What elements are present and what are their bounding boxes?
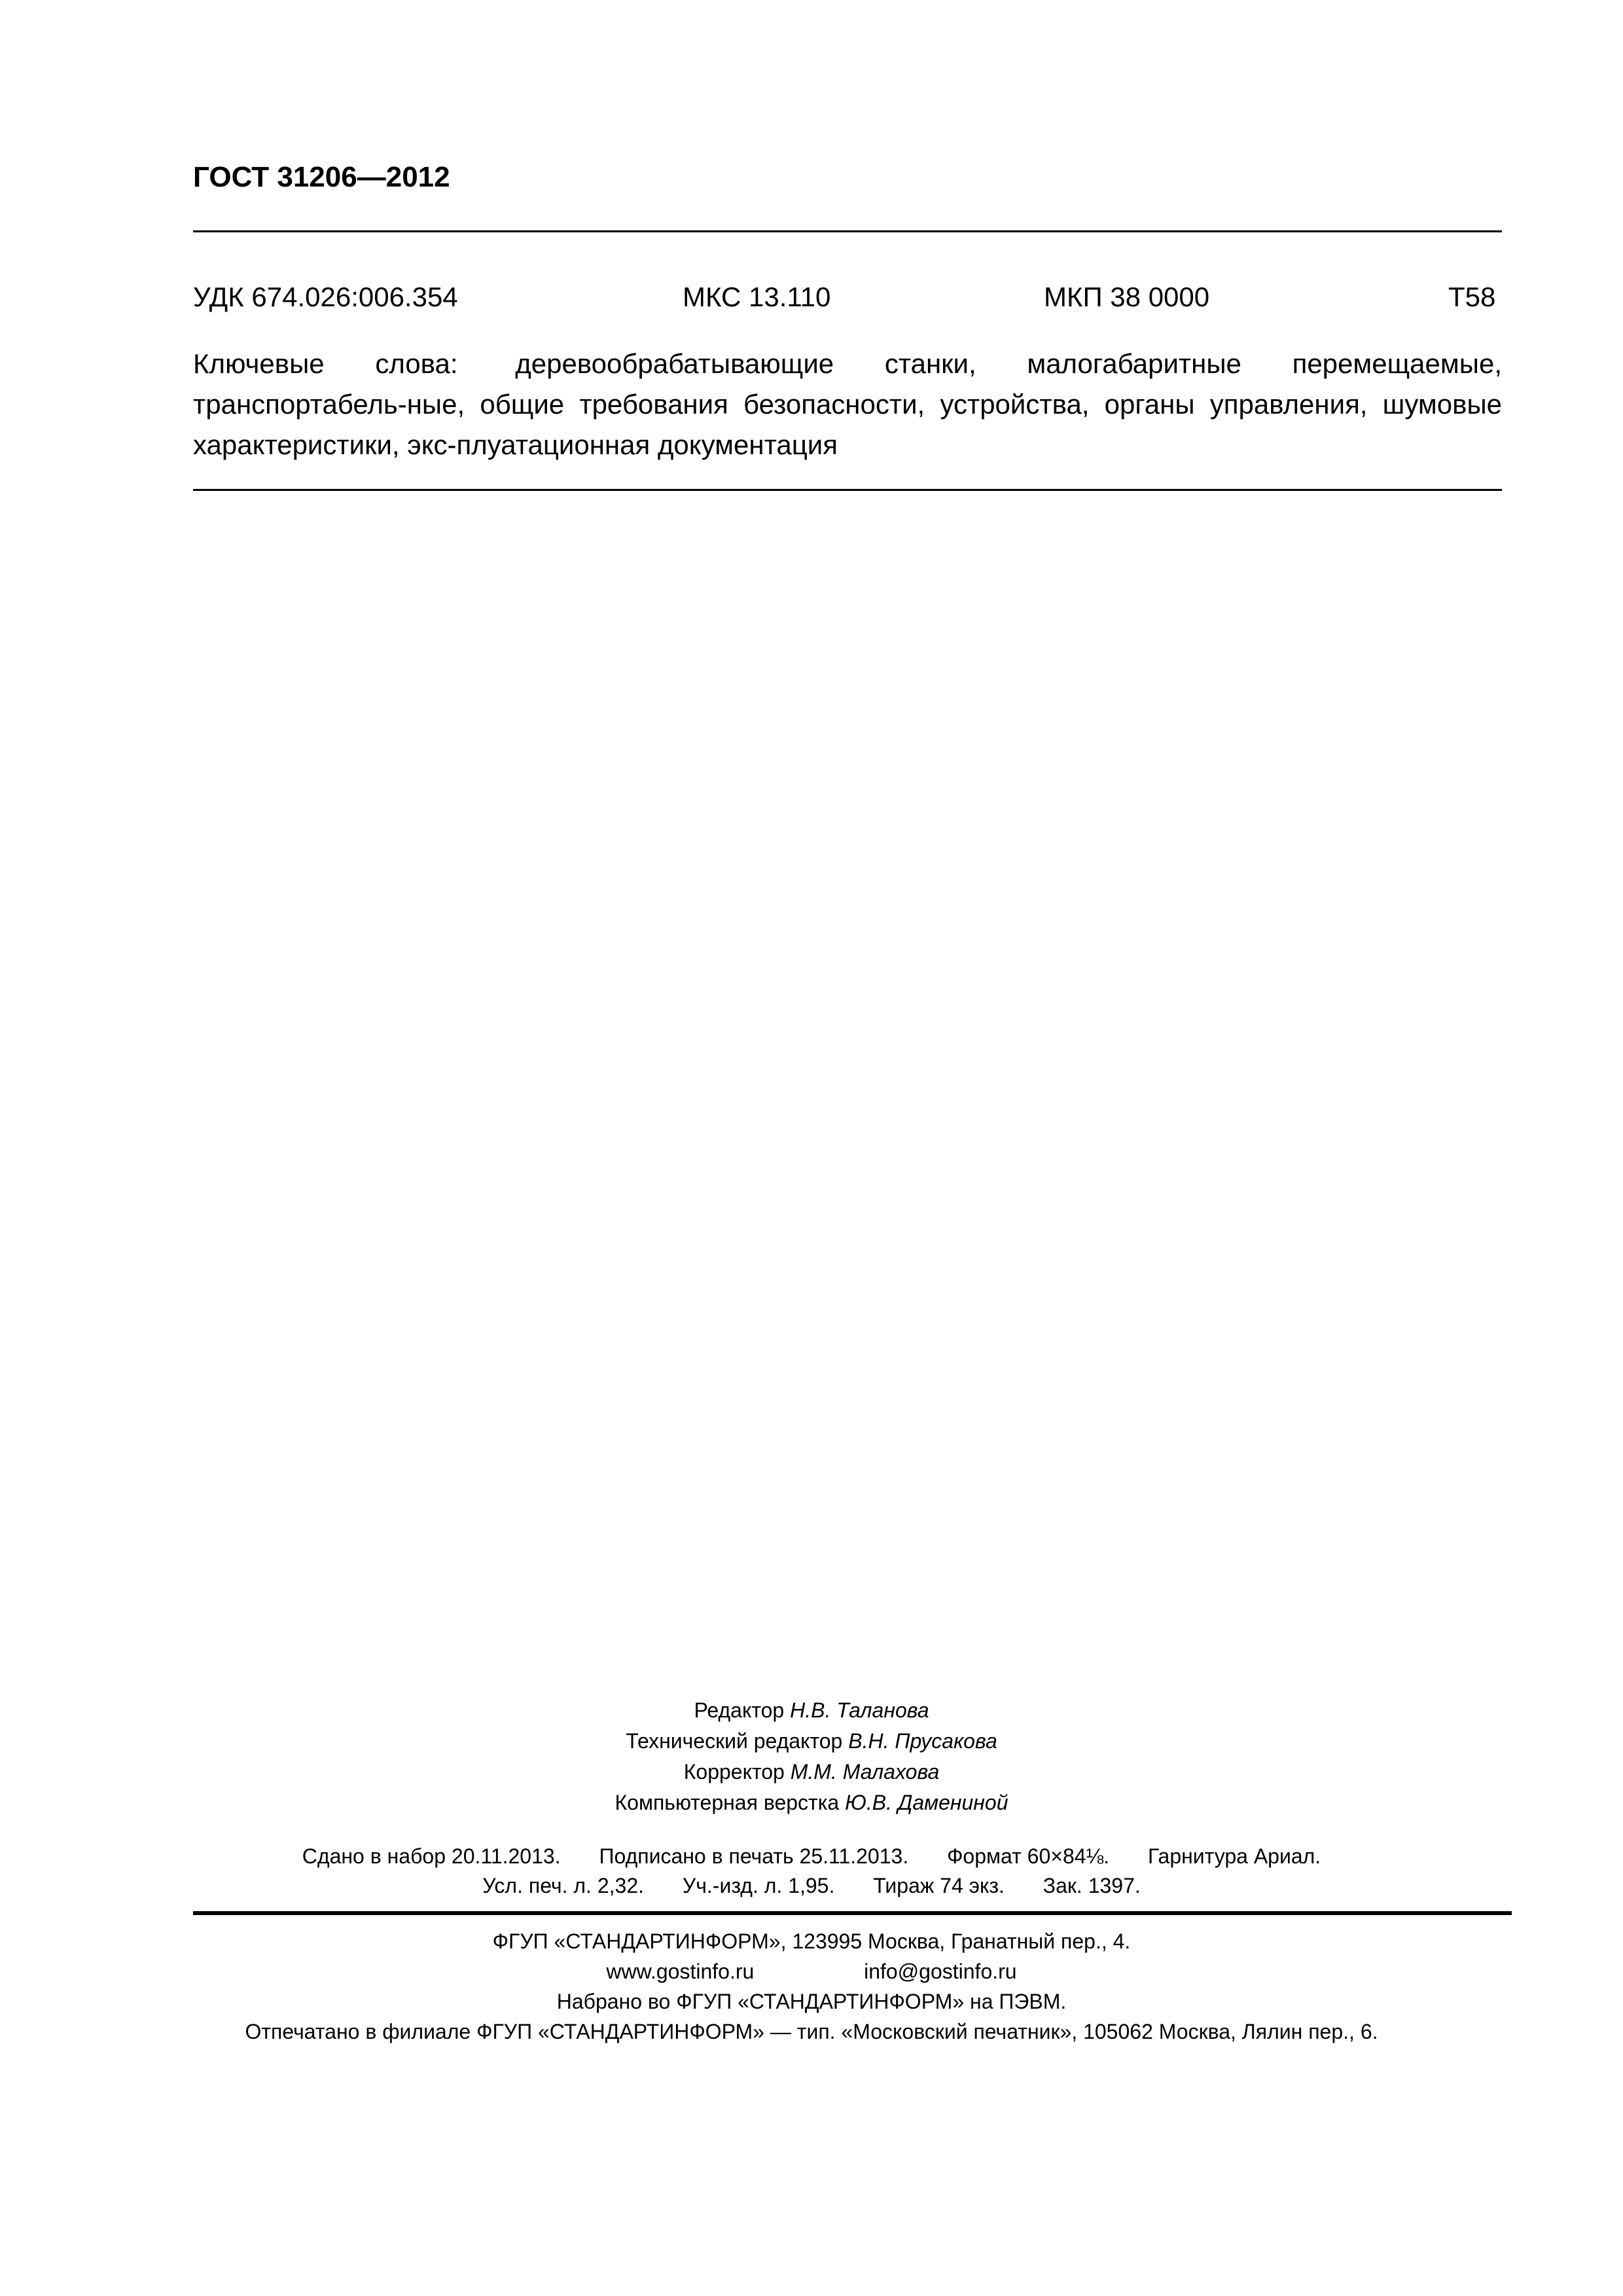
publisher-address: ФГУП «СТАНДАРТИНФОРМ», 123995 Москва, Гранатный пер., 4.: [492, 1929, 1131, 1953]
footer-block: [0, 1926, 1623, 2047]
edit-sheets: Уч.-изд. л. 1,95.: [682, 1874, 835, 1897]
keywords-text: деревообрабатывающие станки, малогабаритные перемещаемые, транспортабель-ные, общие требования безопасности, устройства, органы управления, шумовые характеристики, экс-плуатационная документация: [193, 348, 1502, 460]
print-sheets: Усл. печ. л. 2,32.: [482, 1874, 644, 1897]
contact-line: [0, 1956, 1623, 1986]
email-link[interactable]: info@gostinfo.ru: [864, 1960, 1017, 1983]
credit-proofreader: Корректор М.М. Малахова: [683, 1760, 940, 1784]
keywords-block: [193, 344, 1502, 465]
paper-format: Формат 60×84⅛.: [947, 1844, 1110, 1868]
credit-layout: Компьютерная верстка Ю.В. Дамениной: [615, 1791, 1008, 1814]
publishing-line-2: [0, 1874, 1623, 1898]
circulation: Тираж 74 экз.: [873, 1874, 1005, 1897]
credits-block: [0, 1695, 1623, 1818]
mks-code: МКС 13.110: [683, 281, 831, 312]
mkp-code: МКП 38 0000: [1044, 281, 1210, 312]
typeset-note: Набрано во ФГУП «СТАНДАРТИНФОРМ» на ПЭВМ.: [556, 1990, 1067, 2013]
header-divider: [193, 230, 1502, 232]
credit-technical-editor: Технический редактор В.Н. Прусакова: [626, 1729, 997, 1753]
website-link[interactable]: www.gostinfo.ru: [606, 1960, 755, 1983]
t-code: Т58: [1448, 281, 1496, 312]
udk-code: УДК 674.026:006.354: [193, 281, 458, 312]
sent-date: Сдано в набор 20.11.2013.: [302, 1844, 561, 1868]
order-number: Зак. 1397.: [1043, 1874, 1141, 1897]
printed-note: Отпечатано в филиале ФГУП «СТАНДАРТИНФОРМ» — тип. «Московский печатник», 105062 Москва, Лялин пер., 6.: [245, 2020, 1378, 2043]
typeface: Гарнитура Ариал.: [1148, 1844, 1321, 1868]
signed-date: Подписано в печать 25.11.2013.: [599, 1844, 909, 1868]
keywords-divider: [193, 489, 1502, 491]
footer-divider: [193, 1911, 1512, 1915]
publishing-line-1: [0, 1844, 1623, 1869]
document-title: ГОСТ 31206—2012: [193, 161, 450, 193]
keywords-label: Ключевые слова:: [193, 348, 458, 379]
credit-editor: Редактор Н.В. Таланова: [694, 1698, 929, 1722]
